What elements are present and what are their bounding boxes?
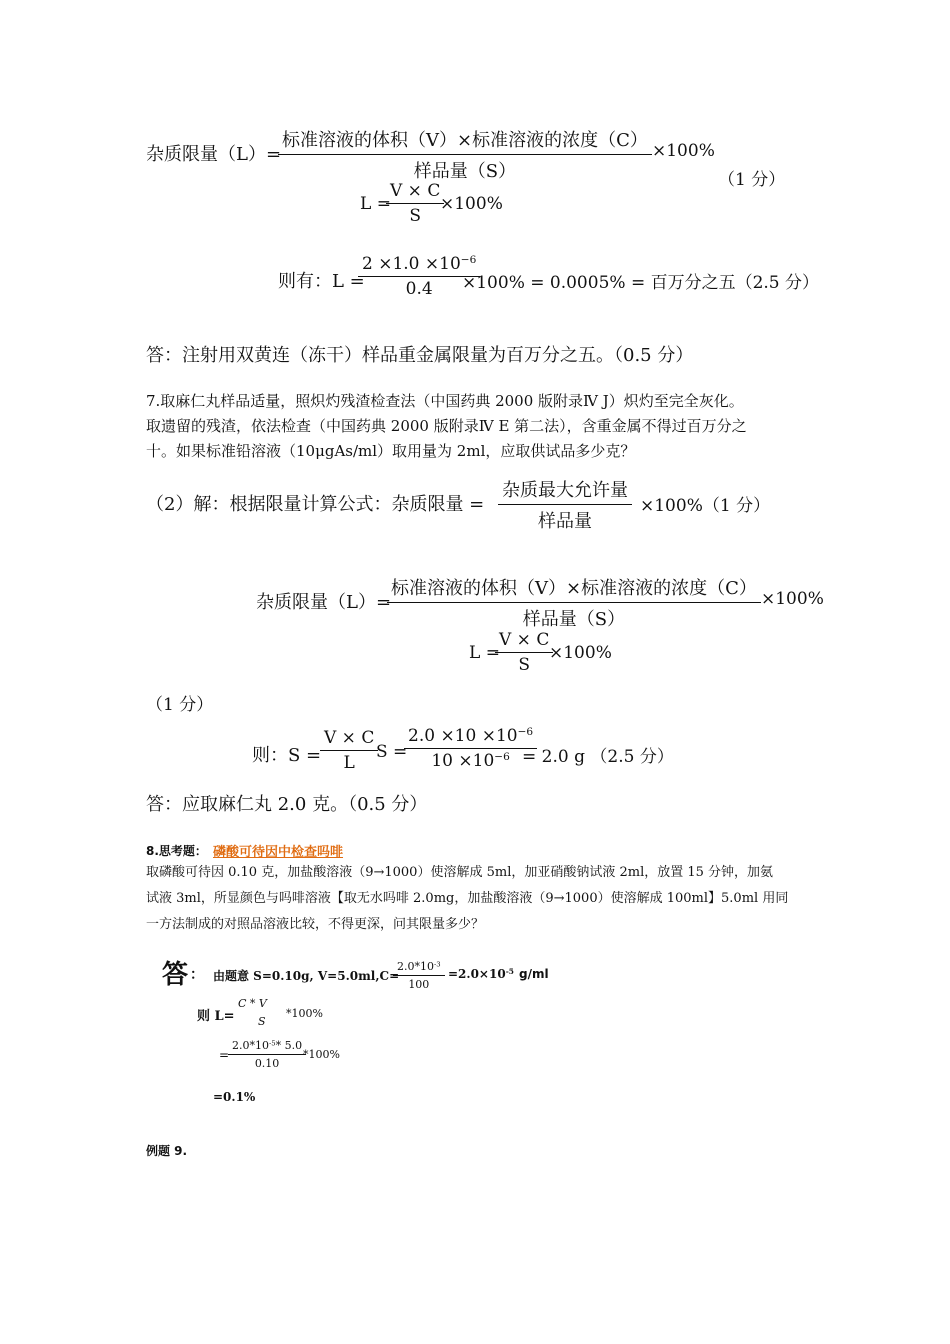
answer-8-given: 由题意 S=0.10g, V=5.0ml,C= — [213, 969, 400, 983]
formula-fraction — [278, 126, 652, 183]
l-formula-lhs: L = — [360, 194, 391, 214]
answer-8-step2-denominator: 0.10 — [254, 1057, 280, 1070]
calc2-f2-den-exponent: −6 — [494, 751, 510, 764]
calc2-fraction-2 — [404, 726, 537, 771]
calc1-exponent: −6 — [460, 254, 477, 267]
answer-8-step2-numerator-tail: * 5.0 — [275, 1039, 303, 1052]
answer-8-c-result-exponent: -5 — [505, 967, 514, 976]
answer-2: 答：应取麻仁丸 2.0 克。（0.5 分） — [146, 794, 428, 815]
answer-8-step2-rhs: *100% — [303, 1048, 340, 1061]
answer-8-step2-numerator: 2.0*10 — [232, 1039, 269, 1052]
l-formula2-rhs: ×100% — [549, 643, 612, 663]
answer-8-l-prefix: 则 L= — [197, 1009, 235, 1024]
score-label-2: （1 分） — [146, 695, 214, 715]
example-9-heading: 例题 9. — [146, 1144, 188, 1158]
answer-8-step2-fraction — [228, 1039, 306, 1070]
question-7 — [146, 389, 747, 464]
answer-8-c-denominator: 100 — [408, 978, 430, 991]
l-formula2-lhs: L = — [469, 643, 500, 663]
answer-8-c-result-base: =2.0×10 — [448, 967, 506, 982]
calc2-f2-denominator: 10 ×10 — [431, 751, 495, 771]
score-label: （1 分） — [718, 170, 786, 190]
l-formula-rhs: ×100% — [440, 194, 503, 214]
calc2-f2-num-exponent: −6 — [517, 726, 534, 739]
calc1-prefix: 则有：L = — [278, 271, 365, 292]
answer-8-c-exponent: -3 — [434, 960, 441, 969]
l-formula-fraction — [386, 181, 444, 226]
question-8-line-2: 试液 3ml，所显颜色与吗啡溶液【取无水吗啡 2.0mg，加盐酸溶液（9→1000）使溶解成 100ml】5.0ml 用同 — [146, 891, 789, 906]
answer-8-big-char: 答 — [162, 960, 189, 990]
formula2-numerator: 标准溶液的体积（V）×标准溶液的浓度（C） — [387, 574, 761, 603]
question-8-title-link[interactable]: 磷酸可待因中检查吗啡 — [213, 845, 344, 860]
answer-8-c-fraction — [393, 960, 445, 991]
answer-8-result: =0.1% — [213, 1090, 256, 1104]
question-8-line-1: 取磷酸可待因 0.10 克，加盐酸溶液（9→1000）使溶解成 5ml，加亚硝酸钠试液 2ml，放置 15 分钟，加氨 — [146, 865, 774, 880]
calc2-prefix: 则：S = — [252, 745, 322, 766]
l-formula2-denominator: S — [518, 655, 530, 675]
answer-8-step2-eq: = — [219, 1048, 230, 1062]
formula2-rhs: ×100% — [761, 589, 824, 609]
question-7-line-3: 十。如果标准铅溶液（10μgAs/ml）取用量为 2ml，应取供试品多少克？ — [146, 442, 636, 460]
formula2-fraction — [387, 574, 761, 631]
formula2-lhs: 杂质限量（L）= — [256, 592, 392, 613]
calc1-rhs: ×100% = 0.0005% = 百万分之五（2.5 分） — [462, 273, 820, 293]
answer-8-l-denominator: S — [258, 1015, 266, 1028]
solution-7-prefix: （2）解：根据限量计算公式：杂质限量 = — [146, 494, 485, 515]
answer-8-unit: g/ml — [519, 967, 549, 981]
answer-8-c-numerator: 2.0*10 — [397, 960, 434, 973]
solution-7-fraction — [498, 476, 632, 533]
calc2-rhs: = 2.0 g （2.5 分） — [522, 747, 674, 767]
answer-8-l-rhs: *100% — [286, 1007, 323, 1020]
answer-8-l-numerator: C * V — [238, 997, 267, 1010]
l-formula2-fraction — [495, 630, 553, 675]
calc2-mid: S = — [376, 742, 408, 762]
calc1-denominator: 0.4 — [405, 279, 433, 299]
l-formula2-numerator: V × C — [495, 630, 553, 653]
formula-lhs: 杂质限量（L）= — [146, 144, 282, 165]
calc2-f1-denominator: L — [343, 753, 355, 773]
l-formula-denominator: S — [409, 206, 421, 226]
calc1-numerator: 2 ×1.0 ×10 — [362, 254, 461, 274]
calc2-fraction-1 — [320, 728, 378, 773]
question-7-line-2: 取遗留的残渣，依法检查（中国药典 2000 版附录Ⅳ E 第二法），含重金属不得过百万分之 — [146, 417, 747, 435]
answer-1: 答：注射用双黄连（冻干）样品重金属限量为百万分之五。（0.5 分） — [146, 345, 694, 366]
question-8-line-3: 一方法制成的对照品溶液比较，不得更深，问其限量多少？ — [146, 917, 485, 932]
question-7-line-1: 7.取麻仁丸样品适量，照炽灼残渣检查法（中国药典 2000 版附录Ⅳ J）炽灼至完全灰化。 — [146, 392, 744, 410]
l-formula-numerator: V × C — [386, 181, 444, 204]
solution-7-numerator: 杂质最大允许量 — [498, 476, 632, 505]
formula-denominator: 样品量（S） — [413, 161, 517, 182]
question-8-label: 8.思考题： — [146, 844, 207, 858]
solution-7-denominator: 样品量 — [538, 511, 592, 532]
formula2-denominator: 样品量（S） — [522, 609, 626, 630]
formula-rhs: ×100% — [652, 141, 715, 161]
solution-7-rhs: ×100%（1 分） — [640, 496, 771, 516]
question-8-body — [146, 860, 788, 938]
calc2-f2-numerator: 2.0 ×10 ×10 — [408, 726, 518, 746]
calc2-f1-numerator: V × C — [320, 728, 378, 751]
answer-8-c-result — [448, 967, 514, 981]
formula-numerator: 标准溶液的体积（V）×标准溶液的浓度（C） — [278, 126, 652, 155]
answer-8-colon: ： — [190, 967, 204, 983]
answer-8-step2-exponent: -5 — [269, 1039, 276, 1048]
